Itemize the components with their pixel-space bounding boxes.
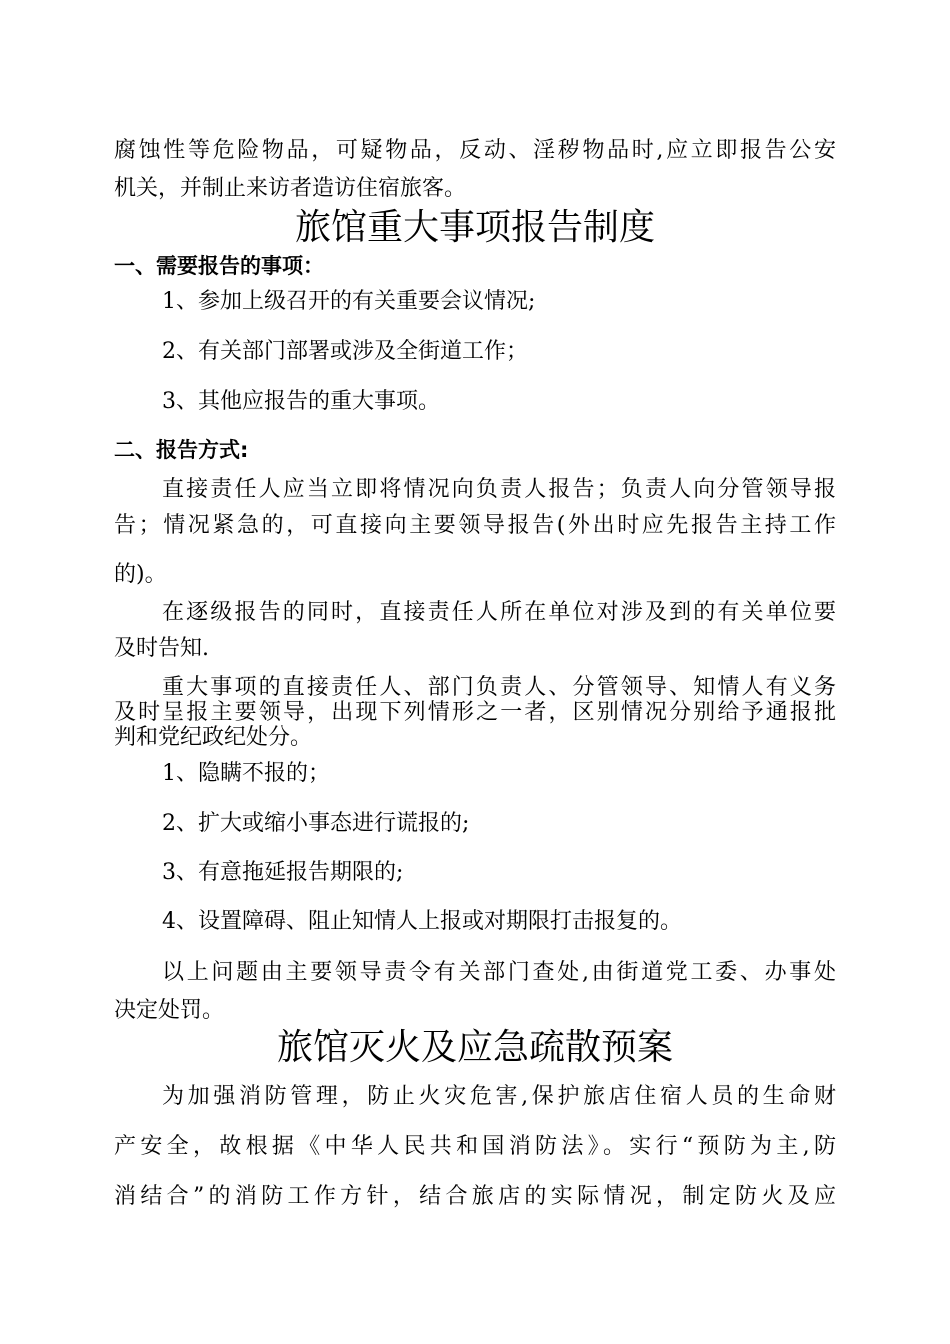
list-item: 1、参加上级召开的有关重要会议情况; bbox=[162, 289, 536, 314]
section-heading-method: 二、报告方式: bbox=[114, 438, 249, 462]
report-system-title: 旅馆重大事项报告制度 bbox=[294, 207, 655, 248]
list-item: 3、有意拖延报告期限的; bbox=[162, 860, 404, 885]
list-item: 3、其他应报告的重大事项。 bbox=[162, 389, 440, 414]
intro-line-2: 机关，并制止来访者造访住宿旅客。 bbox=[114, 176, 467, 201]
paragraph-line: 决定处罚。 bbox=[114, 998, 225, 1023]
list-item: 2、扩大或缩小事态进行谎报的; bbox=[162, 811, 470, 836]
paragraph-line: 产安全，故根据《中华人民共和国消防法》。实行“预防为主,防 bbox=[114, 1134, 836, 1159]
paragraph-line: 及时告知. bbox=[114, 636, 209, 661]
fire-plan-title: 旅馆灭火及应急疏散预案 bbox=[276, 1027, 673, 1068]
paragraph-line: 为加强消防管理，防止火灾危害,保护旅店住宿人员的生命财 bbox=[162, 1084, 836, 1109]
paragraph-line: 判和党纪政纪处分。 bbox=[114, 725, 313, 750]
paragraph-line: 及时呈报主要领导，出现下列情形之一者，区别情况分别给予通报批 bbox=[114, 700, 836, 725]
section-heading-matters: 一、需要报告的事项： bbox=[114, 254, 324, 278]
intro-line-1: 腐蚀性等危险物品，可疑物品，反动、淫秽物品时,应立即报告公安 bbox=[114, 138, 836, 163]
paragraph-line: 告；情况紧急的，可直接向主要领导报告(外出时应先报告主持工作 bbox=[114, 513, 836, 538]
list-item: 1、隐瞒不报的； bbox=[162, 761, 330, 786]
paragraph-line: 在逐级报告的同时，直接责任人所在单位对涉及到的有关单位要 bbox=[162, 600, 836, 625]
paragraph-line: 消结合”的消防工作方针，结合旅店的实际情况，制定防火及应 bbox=[114, 1184, 836, 1209]
list-item: 2、有关部门部署或涉及全街道工作； bbox=[162, 339, 528, 364]
paragraph-line: 直接责任人应当立即将情况向负责人报告；负责人向分管领导报 bbox=[162, 477, 836, 502]
paragraph-line: 以上问题由主要领导责令有关部门查处,由街道党工委、办事处 bbox=[162, 960, 836, 985]
paragraph-line: 重大事项的直接责任人、部门负责人、分管领导、知情人有义务 bbox=[162, 675, 836, 700]
list-item: 4、设置障碍、阻止知情人上报或对期限打击报复的。 bbox=[162, 909, 682, 934]
paragraph-line: 的)。 bbox=[114, 562, 167, 587]
